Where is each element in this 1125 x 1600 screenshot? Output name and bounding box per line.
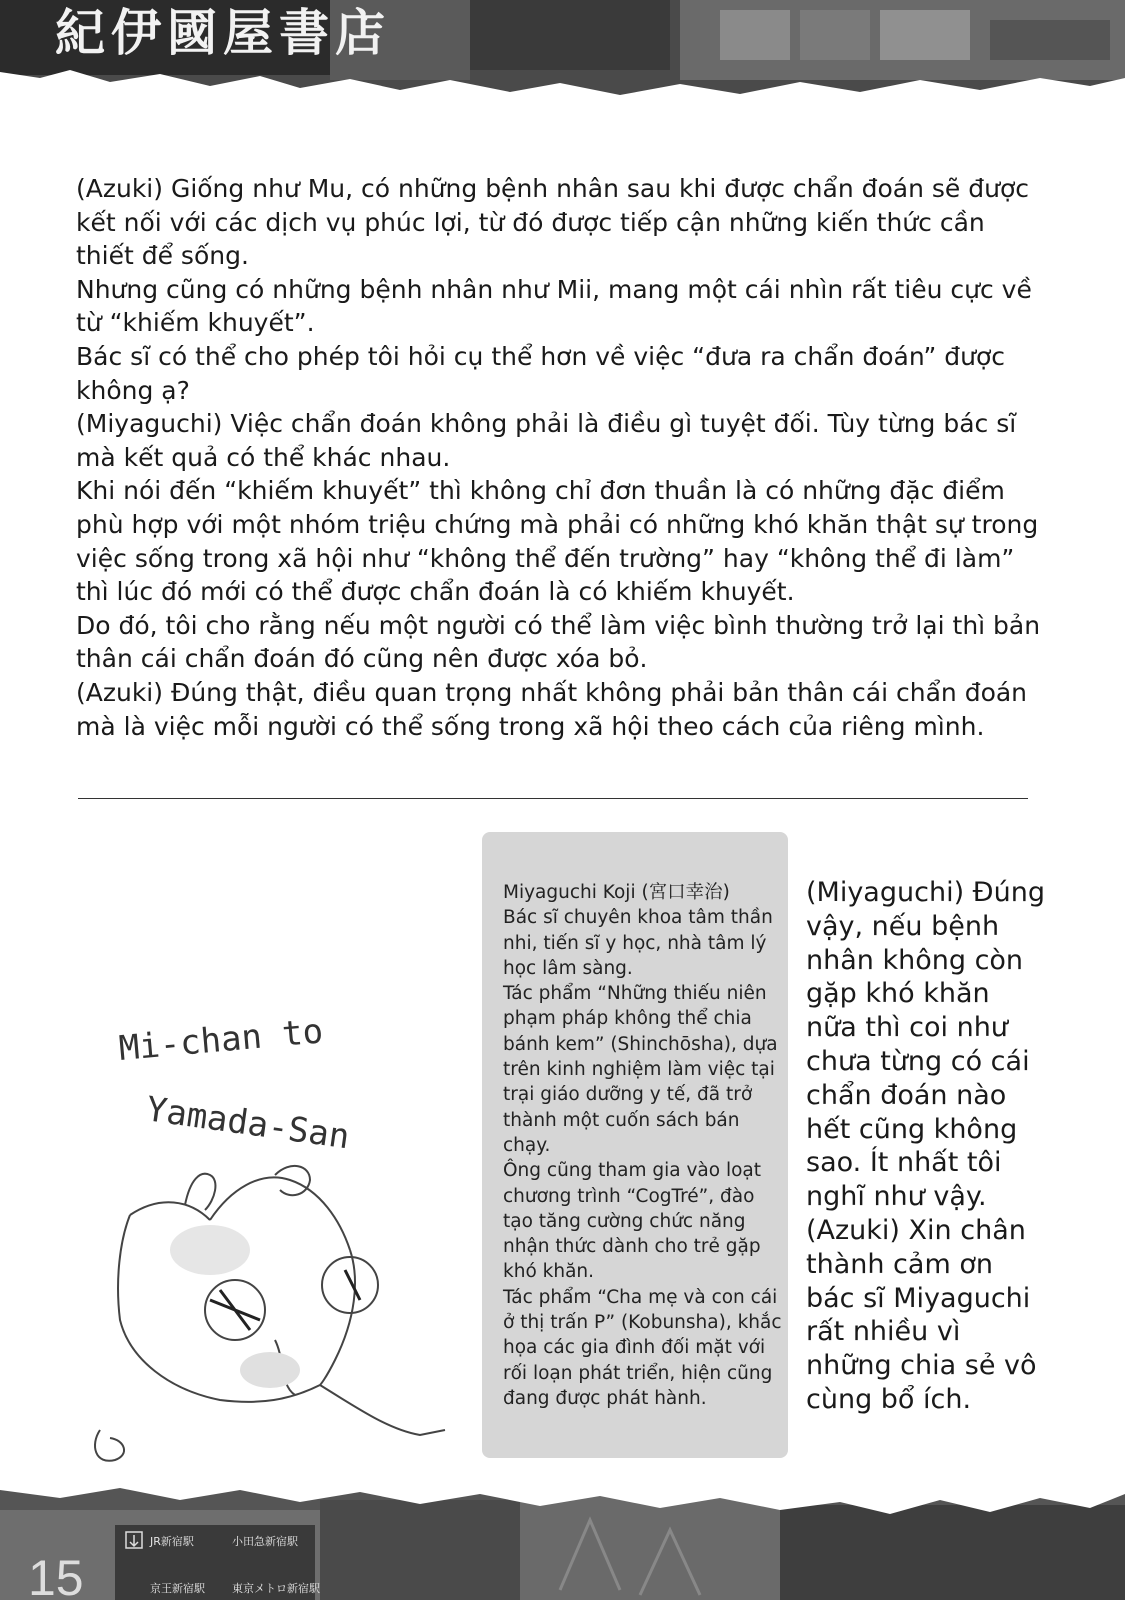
main-paragraph-1: (Azuki) Giống như Mu, có những bệnh nhân sau khi được chẩn đoán sẽ được kết nối với các dịch vụ phúc lợi, từ đó được tiếp cận những kiến thức cần thiết để sống. bbox=[76, 174, 1030, 271]
child-drawing bbox=[60, 1000, 480, 1484]
main-paragraph-7: (Azuki) Đúng thật, điều quan trọng nhất không phải bản thân cái chẩn đoán mà là việc mỗi người có thể sống trong xã hội theo cách của riêng mình. bbox=[76, 677, 1028, 741]
main-article-text bbox=[76, 172, 1046, 743]
bottom-sign-3: 京王新宿駅 bbox=[150, 1582, 205, 1595]
main-paragraph-2: Nhưng cũng có những bệnh nhân như Mii, mang một cái nhìn rất tiêu cực về từ “khiếm khuyết”. bbox=[76, 274, 1032, 338]
main-paragraph-4: (Miyaguchi) Việc chẩn đoán không phải là điều gì tuyệt đối. Tùy từng bác sĩ mà kết quả có thể khác nhau. bbox=[76, 409, 1017, 472]
bottom-sign-1: JR新宿駅 bbox=[150, 1535, 194, 1548]
bio-paragraph-4: Tác phẩm “Cha mẹ và con cái ở thị trấn P” (Kobunsha), khắc họa các gia đình đối mặt với rối loạn phát triển, hiện cũng đang được phát hành. bbox=[503, 1286, 782, 1409]
bottom-photo-strip bbox=[0, 1480, 1125, 1600]
top-photo-strip bbox=[0, 0, 1125, 100]
side-paragraph-2: (Azuki) Xin chân thành cảm ơn bác sĩ Miyaguchi rất nhiều vì những chia sẻ vô cùng bổ ích. bbox=[806, 1214, 1037, 1415]
side-dialogue-text bbox=[806, 876, 1046, 1417]
drawing-caption-line2: Yamada-San bbox=[143, 1089, 353, 1158]
main-paragraph-3: Bác sĩ có thể cho phép tôi hỏi cụ thể hơn về việc “đưa ra chẩn đoán” được không ạ? bbox=[76, 341, 1005, 405]
bottom-sign-4: 東京メトロ新宿駅 bbox=[232, 1582, 320, 1595]
main-paragraph-5: Khi nói đến “khiếm khuyết” thì không chỉ đơn thuần là có những đặc điểm phù hợp với một nhóm triệu chứng mà phải có những khó khăn thật sự trong việc sống trong xã hội như “không thể đến trường” hay “không thể đi làm” thì lúc đó mới có thể được chẩn đoán là có khiếm khuyết. bbox=[76, 476, 1039, 607]
top-sign-text: 紀伊國屋書店 bbox=[55, 3, 391, 62]
section-divider bbox=[78, 798, 1028, 799]
side-paragraph-1: (Miyaguchi) Đúng vậy, nếu bệnh nhân không còn gặp khó khăn nữa thì coi như chưa từng có cái chẩn đoán nào hết cũng không sao. Ít nhất tôi nghĩ như vậy. bbox=[806, 877, 1045, 1213]
drawing-caption-line1: Mi-chan to bbox=[117, 1011, 325, 1069]
bio-paragraph-1: Bác sĩ chuyên khoa tâm thần nhi, tiến sĩ y học, nhà tâm lý học lâm sàng. bbox=[503, 907, 773, 979]
cat-drawing bbox=[95, 1166, 445, 1461]
bio-paragraph-2: Tác phẩm “Những thiếu niên phạm pháp không thể chia bánh kem” (Shinchōsha), dựa trên kinh nghiệm làm việc tại trại giáo dưỡng y tế, đã trở thành một cuốn sách bán chạy. bbox=[503, 983, 778, 1156]
bio-name: Miyaguchi Koji (宮口幸治) bbox=[503, 882, 730, 903]
bottom-sign-number: 15 bbox=[28, 1550, 84, 1600]
bio-paragraph-3: Ông cũng tham gia vào loạt chương trình “CogTré”, đào tạo tăng cường chức năng nhận thức dành cho trẻ gặp khó khăn. bbox=[503, 1160, 762, 1283]
main-paragraph-6: Do đó, tôi cho rằng nếu một người có thể làm việc bình thường trở lại thì bản thân cái chẩn đoán đó cũng nên được xóa bỏ. bbox=[76, 610, 1041, 674]
bottom-sign-2: 小田急新宿駅 bbox=[232, 1535, 298, 1548]
author-bio-text bbox=[503, 880, 783, 1411]
